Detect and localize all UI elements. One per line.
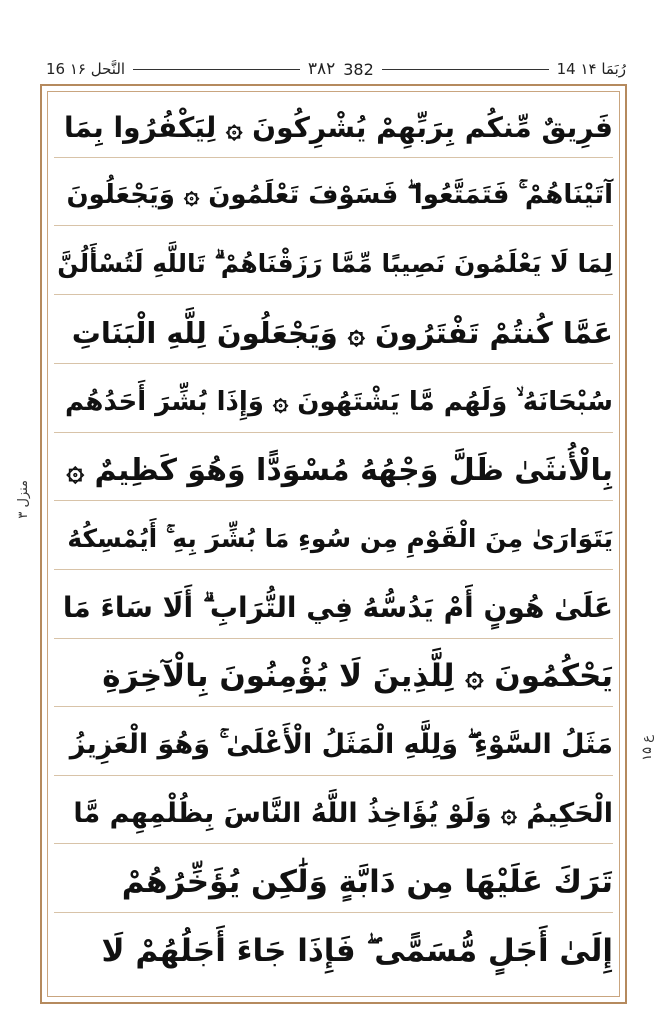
surah-name-label: 16 النَّحل ۱۶	[46, 60, 126, 78]
line-divider	[54, 843, 613, 844]
manzil-marker: منزل ۳	[16, 480, 31, 519]
verse-line-11: الْحَكِيمُ ۞ وَلَوْ يُؤَاخِذُ اللَّهُ النَّاسَ بِظُلْمِهِم مَّا	[73, 797, 613, 829]
ruku-marker: ع ۱۵	[640, 735, 655, 761]
verse-line-4: عَمَّا كُنتُمْ تَفْتَرُونَ ۞ وَيَجْعَلُونَ لِلَّهِ الْبَنَاتِ	[71, 316, 613, 350]
header-rule-left	[133, 69, 300, 70]
verse-line-9: يَحْكُمُونَ ۞ لِلَّذِينَ لَا يُؤْمِنُونَ بِالْآخِرَةِ	[102, 658, 613, 694]
verse-line-3: لِمَا لَا يَعْلَمُونَ نَصِيبًا مِّمَّا رَزَقْنَاهُمْ ۗ تَاللَّهِ لَتُسْأَلُنَّ	[57, 249, 613, 278]
line-divider	[54, 294, 613, 295]
verse-line-1: فَرِيقٌ مِّنكُم بِرَبِّهِمْ يُشْرِكُونَ ۞ لِيَكْفُرُوا بِمَا	[63, 110, 613, 144]
page-number-urdu: ۳۸۲	[307, 59, 336, 79]
verse-line-8: عَلَىٰ هُونٍ أَمْ يَدُسُّهُ فِي التُّرَابِ ۗ أَلَا سَاءَ مَا	[62, 591, 613, 624]
line-divider	[54, 706, 613, 707]
page-number: 382	[343, 59, 374, 79]
verse-line-6: بِالْأُنثَىٰ ظَلَّ وَجْهُهُ مُسْوَدًّا وَهُوَ كَظِيمٌ ۞	[66, 452, 613, 488]
line-divider	[54, 500, 613, 501]
line-divider	[54, 912, 613, 913]
line-divider	[54, 638, 613, 639]
line-divider	[54, 569, 613, 570]
line-divider	[54, 432, 613, 433]
juz-name-label: 14 رُبَمَا ۱۴	[556, 60, 626, 78]
line-divider	[54, 363, 613, 364]
verse-line-10: مَثَلُ السَّوْءِ ۖ وَلِلَّهِ الْمَثَلُ الْأَعْلَىٰ ۚ وَهُوَ الْعَزِيزُ	[69, 729, 613, 760]
verse-line-13: إِلَىٰ أَجَلٍ مُّسَمًّى ۖ فَإِذَا جَاءَ أَجَلُهُمْ لَا	[101, 932, 613, 969]
verse-line-5: سُبْحَانَهُ ۙ وَلَهُم مَّا يَشْتَهُونَ ۞ وَإِذَا بُشِّرَ أَحَدُهُم	[65, 386, 613, 417]
page-number-group	[308, 59, 374, 79]
page-frame	[40, 84, 627, 1004]
verse-line-12: تَرَكَ عَلَيْهَا مِن دَابَّةٍ وَلَٰكِن يُؤَخِّرُهُمْ	[121, 864, 613, 900]
verse-line-7: يَتَوَارَىٰ مِنَ الْقَوْمِ مِن سُوءِ مَا بُشِّرَ بِهِ ۚ أَيُمْسِكُهُ	[67, 524, 613, 553]
verse-line-2: آتَيْنَاهُمْ ۚ فَتَمَتَّعُوا ۖ فَسَوْفَ تَعْلَمُونَ ۞ وَيَجْعَلُونَ	[66, 179, 613, 210]
line-divider	[54, 225, 613, 226]
header-rule-right	[382, 69, 549, 70]
line-divider	[54, 157, 613, 158]
line-divider	[54, 775, 613, 776]
page-header	[46, 58, 626, 80]
